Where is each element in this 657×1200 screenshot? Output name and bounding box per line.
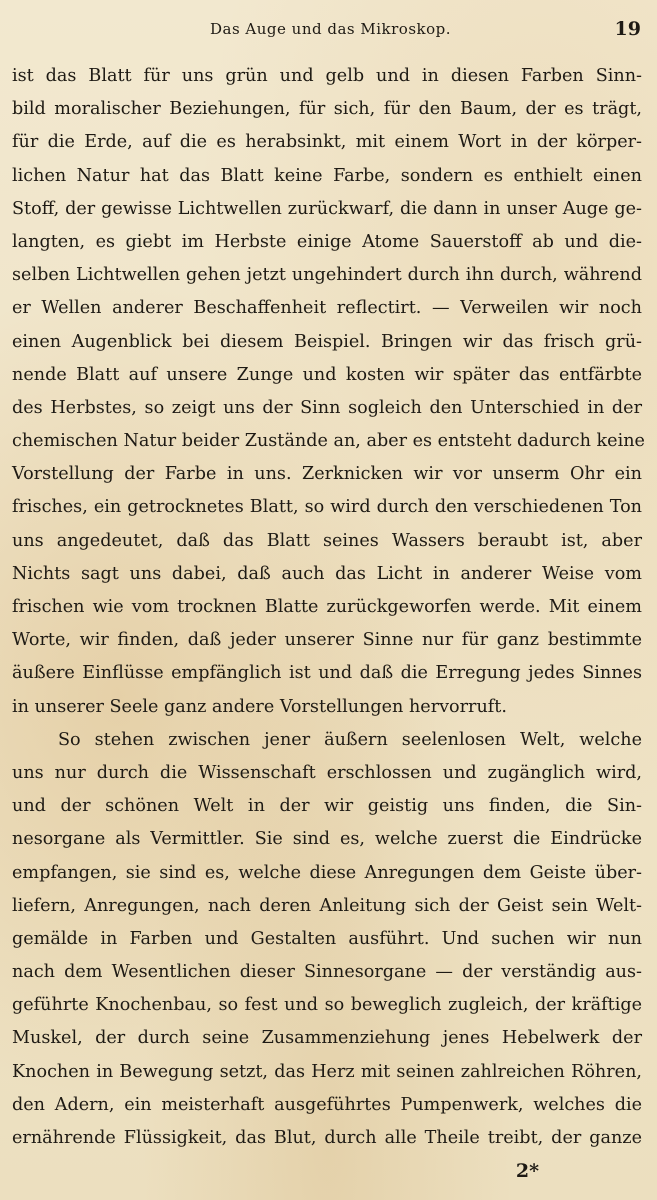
text-line: Knochen in Bewegung setzt, das Herz mit seinen zahlreichen Röhren, (12, 1061, 642, 1082)
text-line: Nichts sagt uns dabei, daß auch das Licht in anderer Weise vom (12, 563, 642, 584)
text-line: geführte Knochenbau, so fest und so beweglich zugleich, der kräftige (12, 995, 642, 1016)
text-line: uns nur durch die Wissenschaft erschlossen und zugänglich wird, (12, 762, 642, 783)
text-line: uns angedeutet, daß das Blatt seines Wassers beraubt ist, aber (12, 530, 642, 551)
text-line: Muskel, der durch seine Zusammenziehung jenes Hebelwerk der (12, 1028, 642, 1049)
text-line: Vorstellung der Farbe in uns. Zerknicken wir vor unserm Ohr ein (12, 464, 642, 485)
running-title: Das Auge und das Mikroskop. (210, 20, 452, 38)
text-line: für die Erde, auf die es herabsinkt, mit einem Wort in der körper- (12, 132, 642, 153)
text-line: Worte, wir finden, daß jeder unserer Sinne nur für ganz bestimmte (12, 630, 642, 651)
text-line: lichen Natur hat das Blatt keine Farbe, sondern es enthielt einen (12, 165, 642, 186)
text-line: nach dem Wesentlichen dieser Sinnesorgane — der verständig aus- (12, 962, 642, 983)
text-line: den Adern, ein meisterhaft ausgeführtes Pumpenwerk, welches die (12, 1094, 642, 1115)
text-line: Stoff, der gewisse Lichtwellen zurückwarf, die dann in unser Auge ge- (12, 198, 642, 219)
text-line: äußere Einflüsse empfänglich ist und daß die Erregung jedes Sinnes (12, 663, 642, 684)
text-line: selben Lichtwellen gehen jetzt ungehindert durch ihn durch, während (12, 265, 642, 286)
text-line: ist das Blatt für uns grün und gelb und in diesen Farben Sinn- (12, 66, 642, 86)
text-line: des Herbstes, so zeigt uns der Sinn sogleich den Unterschied in der (12, 397, 642, 418)
text-line: frisches, ein getrocknetes Blatt, so wird durch den verschiedenen Ton (12, 497, 642, 518)
running-head (0, 18, 657, 46)
paragraph-2 (12, 724, 642, 1155)
text-line: So stehen zwischen jener äußern seelenlosen Welt, welche (58, 729, 642, 750)
text-line: einen Augenblick bei diesem Beispiel. Bringen wir das frisch grü- (12, 331, 642, 352)
page-number: 19 (614, 18, 641, 40)
text-line: ernährende Flüssigkeit, das Blut, durch alle Theile treibt, der ganze (12, 1128, 642, 1148)
text-line: empfangen, sie sind es, welche diese Anregungen dem Geiste über- (12, 862, 642, 883)
text-line: in unserer Seele ganz andere Vorstellungen hervorruft. (12, 696, 507, 717)
text-line: liefern, Anregungen, nach deren Anleitung sich der Geist sein Welt- (12, 895, 642, 916)
text-line: frischen wie vom trocknen Blatte zurückgeworfen werde. Mit einem (12, 597, 642, 617)
text-line: chemischen Natur beider Zustände an, aber es entsteht dadurch keine (12, 431, 645, 452)
text-line: und der schönen Welt in der wir geistig uns finden, die Sin- (12, 796, 642, 817)
text-line: bild moralischer Beziehungen, für sich, für den Baum, der es trägt, (12, 99, 642, 120)
text-line: langten, es giebt im Herbste einige Atome Sauerstoff ab und die- (12, 231, 642, 252)
signature-mark: 2* (515, 1160, 539, 1182)
text-line: nende Blatt auf unsere Zunge und kosten wir später das entfärbte (12, 364, 642, 385)
body-text (12, 60, 645, 1155)
paragraph-1 (12, 60, 645, 724)
text-line: nesorgane als Vermittler. Sie sind es, welche zuerst die Eindrücke (12, 829, 642, 850)
text-line: er Wellen anderer Beschaffenheit reflectirt. — Verweilen wir noch (12, 298, 642, 319)
text-line: gemälde in Farben und Gestalten ausführt. Und suchen wir nun (12, 928, 642, 949)
